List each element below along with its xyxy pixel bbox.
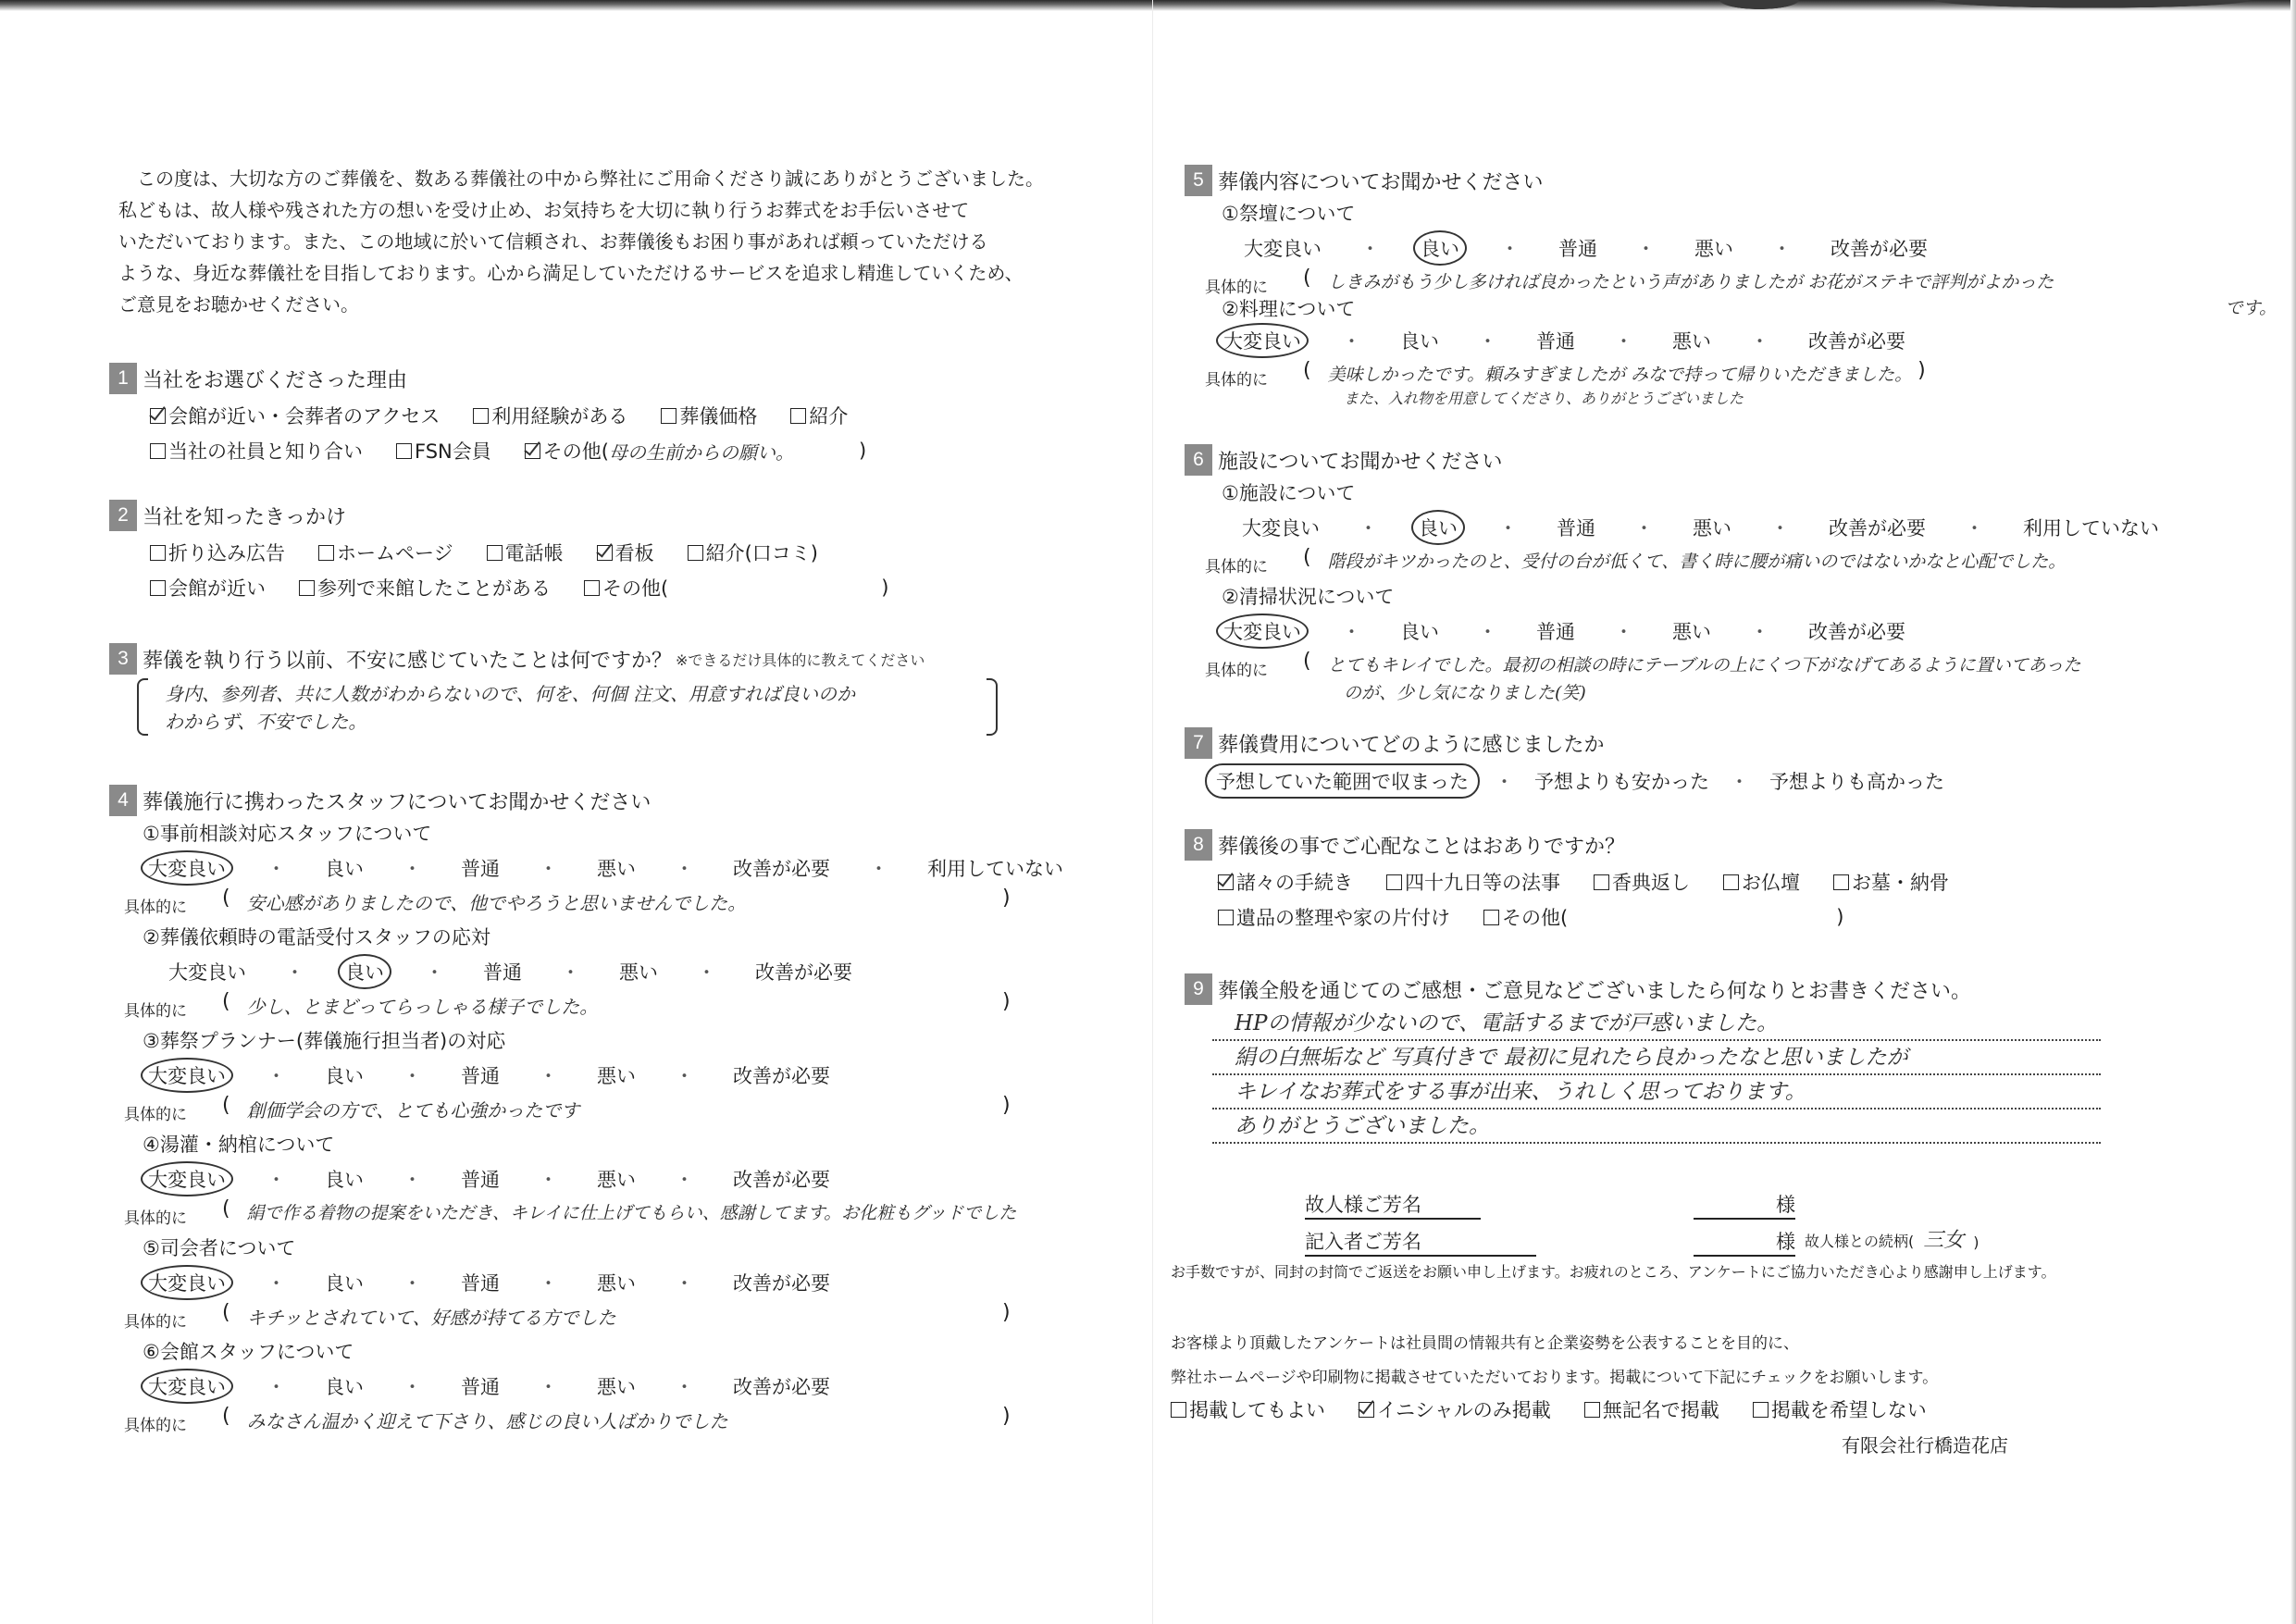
detail-answer-field[interactable]: とてもキレイでした。最初の相談の時にテーブルの上にくつ下がなげてあるように置いてあった [1327,655,2081,676]
checkbox-label: 利用経験がある [491,405,628,428]
close-paren: ) [881,576,889,599]
section-8-after-concerns [1185,829,2286,935]
rating-option[interactable]: 悪い [597,1376,636,1398]
close-paren: ) [1836,906,1844,928]
section-title: 葬儀後の事でご心配なことはおありですか？ [1218,835,1626,859]
separator: ・ [267,1376,286,1398]
separator: ・ [539,858,558,880]
rating-option[interactable]: 予想よりも高かった [1769,771,1944,793]
comments-answer-field[interactable] [1212,1007,2286,1144]
checkbox-icon[interactable] [1171,1402,1186,1418]
checkbox-label: 葬儀価格 [679,405,758,428]
answer-line: キレイなお葬式をする事が出来、うれしく思っております。 [1212,1075,2101,1110]
checkbox-label: お仏壇 [1742,872,1800,894]
checkbox-icon[interactable] [1594,874,1609,890]
checkbox-label: 遺品の整理や家の片付け [1236,907,1450,929]
checkbox-label: 会館が近い・会葬者のアクセス [168,405,441,428]
scan-shadow-wave [1704,0,2296,17]
close-paren: ) [1002,1301,1011,1324]
checkbox-label: ホームページ [337,542,453,564]
separator: ・ [675,1065,694,1087]
rating-scale [109,953,1146,990]
honorific-sama: 様 [1694,1190,1795,1220]
checkbox-icon[interactable] [1386,874,1402,890]
separator: ・ [1495,771,1514,793]
section-title: 葬儀費用についてどのように感じましたか [1218,733,1605,757]
checkbox-label: 会館が近い [168,577,266,600]
separator: ・ [1750,330,1769,353]
separator: ・ [1614,621,1633,643]
section-number-badge: 7 [1185,727,1212,759]
close-paren: ) [1917,359,1926,382]
open-paren: ( [222,990,230,1013]
checkbox-referral[interactable] [790,402,848,429]
checkbox-icon[interactable] [584,580,600,596]
checkbox-label: 紹介 [809,405,849,428]
section-title: 当社を知ったきっかけ [143,505,347,529]
checkbox-label: 当社の社員と知り合い [168,440,363,463]
detail-label: 具体的に [124,1313,187,1332]
detail-answer-continuation: また、入れ物を用意してくださり、ありがとうございました [1344,390,1744,407]
checkbox-return-gifts[interactable] [1594,868,1690,896]
separator: ・ [403,1272,422,1295]
checkbox-label: その他( [1502,907,1569,929]
separator: ・ [1772,238,1792,260]
close-paren: ) [1002,1094,1011,1117]
rating-option[interactable]: 良い [1400,621,1439,643]
rating-option[interactable]: 普通 [1536,330,1575,353]
checkbox-grave-interment[interactable] [1833,868,1949,896]
detail-label: 具体的に [124,1209,187,1228]
rating-option-selected[interactable]: 大変良い [141,1265,233,1300]
checkbox-label: お墓・納骨 [1852,872,1949,894]
detail-answer-field[interactable]: みなさん温かく迎えて下さり、感じの良い人ばかりでした [246,1410,728,1432]
detail-answer-field[interactable]: 階段がキツかったのと、受付の台が低くて、書く時に腰が痛いのではないかなと心配でした。 [1327,552,2066,572]
answer-line: わからず、不安でした。 [165,711,367,733]
checkbox-icon[interactable] [150,443,166,459]
rating-option[interactable]: 悪い [1694,238,1733,260]
separator: ・ [403,858,422,880]
rating-option-selected[interactable]: 大変良い [1216,614,1309,649]
separator: ・ [267,1169,286,1191]
detail-answer-field[interactable]: 安心感がありましたので、他でやろうと思いませんでした。 [246,892,747,914]
signature-area [1305,1184,1980,1257]
checkbox-phonebook[interactable] [487,539,564,566]
section-2-discovery [109,500,888,605]
rating-option[interactable]: 良い [325,858,364,880]
intro-line: 私どもは、故人様や残された方の想いを受け止め、お気持ちを大切に執り行うお葬式をお手伝いさせて [118,199,970,221]
rating-option[interactable]: 悪い [597,1169,636,1191]
checkbox-checked-icon[interactable] [150,408,166,424]
separator: ・ [1500,238,1520,260]
separator: ・ [1360,238,1380,260]
rating-option[interactable]: 悪い [619,961,658,984]
separator: ・ [1965,517,1984,539]
checkbox-staff-acquaintance[interactable] [150,437,363,465]
question-label: ④湯灌・納棺について [143,1134,335,1156]
checkbox-label: 四十九日等の法事 [1405,872,1560,894]
checkbox-memorial-service[interactable] [1386,868,1560,896]
question-label: ①事前相談対応スタッフについて [143,823,432,845]
section-5-contents [1185,165,2286,409]
rating-scale [1185,322,2286,359]
rating-option[interactable]: 悪い [597,1272,636,1295]
question-label: ⑤司会者について [143,1237,296,1259]
rating-option[interactable]: 予想よりも安かった [1534,771,1709,793]
rating-scale [109,1160,1146,1197]
rating-option[interactable]: 良い [325,1169,364,1191]
section-number-badge: 5 [1185,165,1212,196]
rating-option[interactable]: 改善が必要 [733,1065,830,1087]
intro-line: ような、身近な葬儀社を目指しております。心から満足していただけるサービスを追求し精進していくため、 [118,262,1024,284]
detail-label: 具体的に [1205,662,1268,680]
separator: ・ [403,1065,422,1087]
rating-option[interactable]: 普通 [461,1272,500,1295]
scan-edge-right [2290,0,2296,1624]
separator: ・ [697,961,716,984]
checkbox-icon[interactable] [1723,874,1739,890]
separator: ・ [675,858,694,880]
rating-option[interactable]: 改善が必要 [733,1272,830,1295]
rating-option[interactable]: 悪い [1693,517,1731,539]
checkbox-checked-icon[interactable] [525,443,540,459]
rating-option[interactable]: 悪い [1672,330,1711,353]
section-number-badge: 2 [109,500,137,531]
checkbox-word-of-mouth[interactable] [688,539,818,566]
close-paren: ) [1002,990,1011,1013]
detail-label: 具体的に [1205,558,1268,576]
rating-option[interactable]: 悪い [597,858,636,880]
rating-scale [109,1368,1146,1405]
section-9-comments [1185,973,2286,1144]
rating-option[interactable]: 改善が必要 [1808,621,1905,643]
rating-option-selected[interactable]: 良い [1411,510,1465,545]
section-3-concerns [109,643,998,739]
separator: ・ [403,1376,422,1398]
question-label: ①施設について [1222,482,1356,504]
separator: ・ [267,1065,286,1087]
checkbox-icon[interactable] [318,545,334,561]
checkbox-icon[interactable] [396,443,412,459]
publication-note-line: 弊社ホームページや印刷物に掲載させていただいております。掲載について下記にチェックをお願いします。 [1171,1368,1939,1387]
rating-option[interactable]: 普通 [461,1376,500,1398]
section-number-badge: 3 [109,643,137,675]
rating-option[interactable]: 改善が必要 [1829,517,1926,539]
rating-option[interactable]: 改善が必要 [1831,238,1928,260]
separator: ・ [869,858,888,880]
section-number-badge: 6 [1185,444,1212,476]
checkbox-label: 掲載してもよい [1189,1399,1325,1421]
checkbox-label: 諸々の手続き [1236,872,1353,894]
open-paren: ( [222,886,230,910]
rating-option[interactable]: 改善が必要 [733,1169,830,1191]
checkbox-label: 香典返し [1612,872,1690,894]
rating-option[interactable]: 大変良い [168,961,246,984]
answer-line: HPの情報が少ないので、電話するまでが戸惑いました。 [1212,1007,2101,1041]
section-title: 葬儀全般を通じてのご感想・ご意見などございましたら何なりとお書きください。 [1218,979,1972,1003]
checkbox-visited-as-attendee[interactable] [299,574,551,601]
rating-option-selected[interactable]: 大変良い [1216,323,1309,358]
checkbox-label: 電話帳 [504,542,564,564]
detail-answer-field[interactable]: しきみがもう少し多ければ良かったという声がありましたが お花がステキで評判がよかった [1327,272,2054,292]
rating-option[interactable]: 悪い [597,1065,636,1087]
rating-option-selected[interactable]: 大変良い [141,850,233,886]
checkbox-price[interactable] [661,402,757,429]
checkbox-icon[interactable] [1483,910,1499,925]
rating-option[interactable]: 普通 [1557,517,1595,539]
detail-label: 具体的に [124,1106,187,1124]
rating-scale [1185,509,2286,546]
open-paren: ( [222,1301,230,1324]
checkbox-icon[interactable] [1833,874,1849,890]
checkbox-label: 紹介(口コミ) [705,542,818,564]
deceased-name-label: 故人様ご芳名 [1305,1190,1481,1220]
rating-option-selected[interactable]: 良い [338,954,391,989]
writer-name-label: 記入者ご芳名 [1305,1227,1536,1257]
checkbox-prior-use[interactable] [473,402,627,429]
separator: ・ [1498,517,1518,539]
rating-option[interactable]: 良い [1400,330,1439,353]
checkbox-icon[interactable] [150,545,166,561]
separator: ・ [1342,621,1361,643]
rating-option[interactable]: 改善が必要 [1808,330,1905,353]
rating-option[interactable]: 普通 [1558,238,1597,260]
answer-line: ありがとうございました。 [1212,1110,2101,1144]
intro-paragraph [118,163,1053,320]
checkbox-icon[interactable] [1584,1402,1600,1418]
open-paren: ( [1303,267,1311,290]
checkbox-venue-near[interactable] [150,574,266,601]
checkbox-homepage[interactable] [318,539,453,566]
separator: ・ [675,1272,694,1295]
rating-option[interactable]: 普通 [461,1065,500,1087]
detail-answer-field[interactable]: 絹で作る着物の提案をいただき、キレイに仕上げてもらい、感謝してます。お化粧もグッドでした [246,1203,1017,1223]
checkbox-checked-icon[interactable] [1359,1402,1374,1418]
checkbox-icon[interactable] [1753,1402,1769,1418]
separator: ・ [1634,517,1654,539]
separator: ・ [539,1272,558,1295]
section-title: 当社をお選びくださった理由 [143,368,408,392]
checkbox-checked-icon[interactable] [1218,874,1234,890]
section-number-badge: 9 [1185,973,1212,1005]
separator: ・ [1478,330,1497,353]
relation-field[interactable]: 三女 [1923,1229,1965,1252]
rating-scale [109,1057,1146,1094]
section-note: ※できるだけ具体的に教えてください [676,651,925,669]
answer-line: 身内、参列者、共に人数がわからないので、何を、何個 注文、用意すれば良いのか [165,683,855,705]
open-paren: ( [222,1405,230,1428]
checkbox-no-publish[interactable] [1753,1395,1927,1423]
intro-line: ご意見をお聴かせください。 [118,293,359,316]
rating-option[interactable]: 大変良い [1244,238,1322,260]
section-1-reason [109,363,881,468]
question-label: ②葬儀依頼時の電話受付スタッフの応対 [143,926,490,948]
rating-option[interactable]: 利用していない [927,858,1063,880]
other-answer-field[interactable]: 母の生前からの願い。 [608,440,794,464]
checkbox-label: 看板 [614,542,654,564]
separator: ・ [403,1169,422,1191]
rating-option[interactable]: 良い [325,1376,364,1398]
open-paren: ( [222,1197,230,1221]
section-number-badge: 8 [1185,829,1212,861]
rating-option-selected[interactable]: 大変良い [141,1058,233,1093]
checkbox-label: 折り込み広告 [168,542,285,564]
detail-label: 具体的に [1205,371,1268,390]
close-paren: ) [1002,886,1011,910]
section-7-cost [1185,727,2286,800]
checkbox-icon[interactable] [688,545,703,561]
rating-option[interactable]: 良い [325,1065,364,1087]
detail-label: 具体的に [124,1002,187,1021]
checkbox-other[interactable] [1483,903,1568,931]
checkbox-procedures[interactable] [1218,868,1353,896]
detail-label: 具体的に [124,899,187,917]
separator: ・ [1342,330,1361,353]
rating-option-selected[interactable]: 良い [1413,230,1467,266]
company-name: 有限会社行橋造花店 [1842,1434,2008,1457]
detail-answer-field[interactable]: 少し、とまどってらっしゃる様子でした。 [246,996,599,1018]
close-paren: ) [1973,1233,1980,1251]
rating-option[interactable]: 大変良い [1242,517,1320,539]
intro-line: いただいております。また、この地域に於いて信頼され、お葬儀後もお困り事があれば頼っていただける [118,230,988,253]
rating-scale [1185,762,2286,800]
answer-line: 絹の白無垢など 写真付きで 最初に見れたら良かったなと思いましたが [1212,1041,2101,1075]
detail-answer-field[interactable]: キチッとされていて、好感が持てる方でした [246,1307,616,1329]
rating-scale [109,1264,1146,1301]
separator: ・ [267,858,286,880]
question-label: ②料理について [1222,298,1356,320]
relation-label: 故人様との続柄( [1805,1233,1915,1250]
checkbox-anonymous[interactable] [1584,1395,1719,1423]
separator: ・ [1636,238,1656,260]
rating-scale [1185,229,2286,267]
rating-option-selected[interactable]: 大変良い [141,1369,233,1404]
rating-option[interactable]: 改善が必要 [755,961,852,984]
checkbox-other[interactable] [525,437,609,465]
detail-answer-continuation: です。 [2225,298,2277,318]
rating-option-selected[interactable]: 予想していた範囲で収まった [1205,763,1480,799]
rating-scale [109,849,1146,886]
checkbox-signboard[interactable] [597,539,654,566]
checkbox-label: イニシャルのみ掲載 [1377,1399,1551,1421]
rating-option[interactable]: 普通 [1536,621,1575,643]
checkbox-belongings-cleanup[interactable] [1218,903,1450,931]
checkbox-fsn-member[interactable] [396,437,491,465]
checkbox-icon[interactable] [473,408,489,424]
checkbox-icon[interactable] [150,580,166,596]
checkbox-icon[interactable] [1218,910,1234,925]
open-paren: ( [222,1094,230,1117]
rating-option[interactable]: 普通 [461,858,500,880]
rating-option[interactable]: 普通 [483,961,522,984]
checkbox-icon[interactable] [661,408,676,424]
checkbox-icon[interactable] [790,408,806,424]
rating-scale [1185,613,2286,650]
separator: ・ [1770,517,1790,539]
rating-option[interactable]: 改善が必要 [733,858,830,880]
open-paren: ( [1303,650,1311,673]
section-title: 葬儀施行に携わったスタッフについてお聞かせください [143,790,652,814]
question-label: ③葬祭プランナー(葬儀施行担当者)の対応 [143,1030,506,1052]
separator: ・ [1750,621,1769,643]
separator: ・ [1614,330,1633,353]
section-number-badge: 1 [109,363,137,394]
open-paren: ( [1303,359,1311,382]
detail-label: 具体的に [1205,279,1268,297]
checkbox-label: その他( [602,577,669,600]
separator: ・ [539,1169,558,1191]
checkbox-venue-access[interactable] [150,402,440,429]
section-title: 葬儀を執り行う以前、不安に感じていたことは何ですか？ [143,649,673,673]
rating-option-selected[interactable]: 大変良い [141,1161,233,1196]
separator: ・ [539,1065,558,1087]
honorific-sama: 様 [1694,1227,1795,1257]
separator: ・ [1730,771,1749,793]
checkbox-label: 無記名で掲載 [1602,1399,1719,1421]
rating-option[interactable]: 良い [325,1272,364,1295]
checkbox-icon[interactable] [299,580,315,596]
return-note: お手数ですが、同封の封筒でご返送をお願い申し上げます。お疲れのところ、アンケートにご協力いただき心より感謝申し上げます。 [1171,1263,2056,1281]
section-4-staff [109,785,1146,1438]
section-title: 葬儀内容についてお聞かせください [1218,170,1544,194]
rating-option[interactable]: 利用していない [2023,517,2159,539]
question-label: ①祭壇について [1222,203,1356,225]
checkbox-label: 掲載を希望しない [1770,1399,1927,1421]
rating-option[interactable]: 悪い [1672,621,1711,643]
publication-consent [1171,1323,1960,1427]
separator: ・ [285,961,304,984]
detail-label: 具体的に [124,1417,187,1435]
separator: ・ [425,961,444,984]
checkbox-checked-icon[interactable] [597,545,613,561]
separator: ・ [561,961,580,984]
close-paren: ) [1002,1405,1011,1428]
separator: ・ [675,1169,694,1191]
detail-answer-field[interactable]: 美味しかったです。頼みすぎましたが みなで持って帰りいただきました。 [1327,365,1913,385]
section-number-badge: 4 [109,785,137,816]
separator: ・ [1359,517,1378,539]
separator: ・ [539,1376,558,1398]
separator: ・ [267,1272,286,1295]
section-6-facility [1185,444,2286,707]
question-label: ②清掃状況について [1222,586,1395,608]
open-paren: ( [1303,546,1311,569]
page-fold-line [1152,0,1153,1624]
rating-option[interactable]: 普通 [461,1169,500,1191]
detail-answer-continuation: のが、少し気になりました(笑) [1344,683,1586,703]
checkbox-initials-only[interactable] [1359,1395,1551,1423]
checkbox-label: 参列で来館したことがある [317,577,551,600]
separator: ・ [1478,621,1497,643]
checkbox-publish-ok[interactable] [1171,1395,1325,1423]
checkbox-icon[interactable] [487,545,503,561]
checkbox-label: その他( [542,440,609,463]
checkbox-other[interactable] [584,574,668,601]
publication-note-line: お客様より頂戴したアンケートは社員間の情報共有と企業姿勢を公表することを目的に、 [1171,1333,1799,1353]
question-label: ⑥会館スタッフについて [143,1341,354,1363]
checkbox-label: FSN会員 [415,440,491,463]
detail-answer-field[interactable]: 創価学会の方で、とても心強かったです [246,1099,580,1122]
close-paren: ) [858,440,867,462]
section-title: 施設についてお聞かせください [1218,450,1503,474]
checkbox-flyer-ad[interactable] [150,539,285,566]
concerns-answer-field[interactable] [137,675,998,739]
rating-option[interactable]: 改善が必要 [733,1376,830,1398]
checkbox-buddhist-altar[interactable] [1723,868,1800,896]
separator: ・ [675,1376,694,1398]
intro-line: この度は、大切な方のご葬儀を、数ある葬儀社の中から弊社にご用命くださり誠にありがとうございました。 [137,167,1044,190]
